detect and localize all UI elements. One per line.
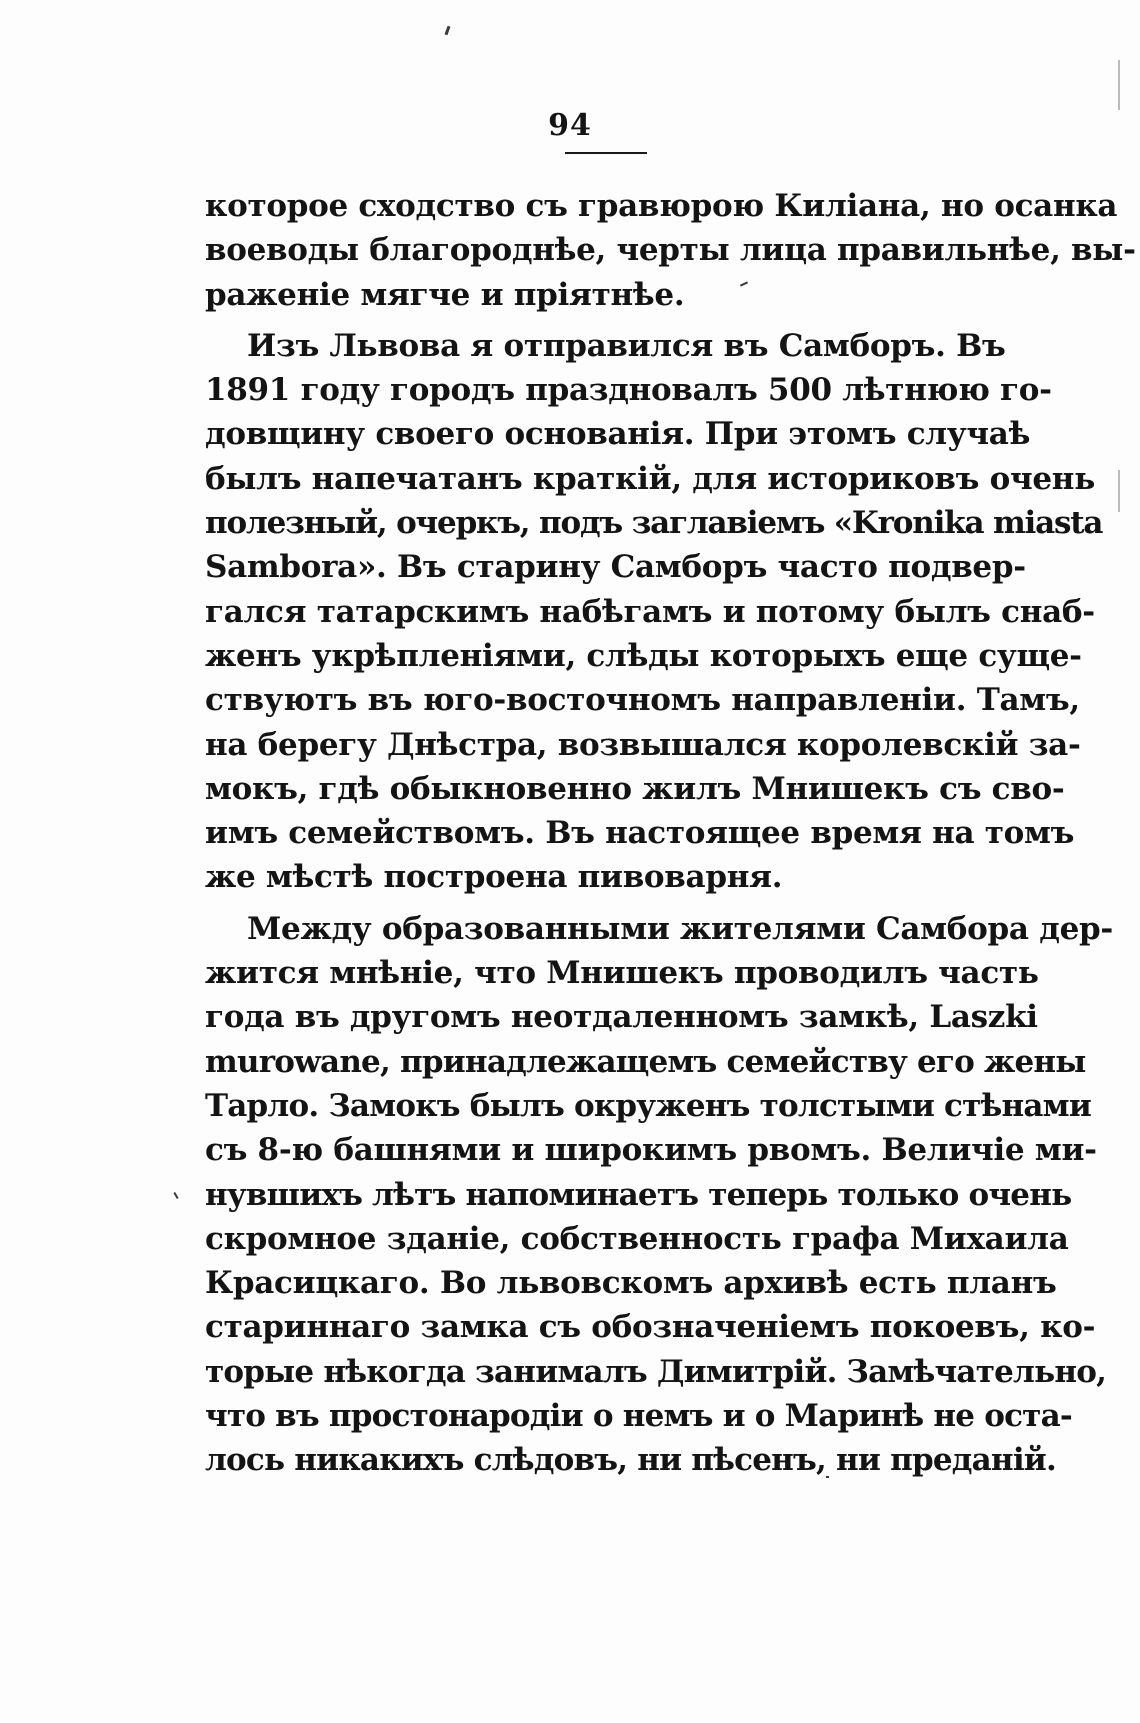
text-line: жится мнѣніе, что Мнишекъ проводилъ часть: [205, 955, 1039, 992]
text-line: Между образованными жителями Самбора дер-: [247, 910, 1113, 947]
text-line: ствуютъ въ юго-восточномъ направленіи. Тамъ,: [205, 682, 1080, 719]
text-line: Изъ Львова я отправился въ Самборъ. Въ: [247, 327, 1006, 364]
text-line: довщину своего основанія. При этомъ случаѣ: [205, 416, 1031, 453]
text-line: Тарло. Замокъ былъ окруженъ толстыми стѣнами: [205, 1087, 1092, 1124]
body-text: [205, 184, 1136, 1490]
scan-speck: [1118, 60, 1120, 110]
scan-speck: [1118, 470, 1120, 512]
text-line: съ 8-ю башнями и широкимъ рвомъ. Величіе ми-: [205, 1132, 1097, 1169]
text-line: которое сходство съ гравюрою Киліана, но осанка: [205, 188, 1118, 224]
paragraph-3: [205, 907, 1113, 1483]
page-number: 94: [548, 108, 592, 143]
page-number-rule: [565, 152, 647, 154]
paragraph-1: [205, 184, 1136, 317]
text-line: нувшихъ лѣтъ напоминаетъ теперь только очень: [205, 1176, 1072, 1213]
text-line: былъ напечатанъ краткій, для историковъ очень: [205, 460, 1095, 497]
text-line: воеводы благороднѣе, черты лица правильнѣе, вы-: [205, 232, 1136, 269]
text-line: лось никакихъ слѣдовъ, ни пѣсенъ, ни преданій.: [205, 1442, 1056, 1479]
text-line: имъ семействомъ. Въ настоящее время на томъ: [205, 815, 1075, 852]
text-line: murowane, принадлежащемъ семейству его жены: [205, 1043, 1086, 1080]
scan-speck: [445, 26, 451, 35]
text-line: Красицкаго. Во львовскомъ архивѣ есть планъ: [205, 1265, 1057, 1302]
text-line: на берегу Днѣстра, возвышался королевскій за-: [205, 726, 1081, 763]
text-line: Sambora». Въ старину Самборъ часто подвер-: [205, 549, 1026, 586]
text-line: полезный, очеркъ, подъ заглавіемъ «Kronika miasta: [205, 505, 1103, 542]
text-line: раженіе мягче и пріятнѣе.: [205, 276, 685, 313]
text-line: стариннаго замка съ обозначеніемъ покоевъ, ко-: [205, 1309, 1096, 1346]
text-line: скромное зданіе, собственность графа Михаила: [205, 1220, 1069, 1257]
text-line: торые нѣкогда занималъ Димитрій. Замѣчательно,: [205, 1353, 1107, 1390]
paragraph-2: [205, 324, 1103, 900]
text-line: женъ укрѣпленіями, слѣды которыхъ еще суще-: [205, 637, 1082, 674]
text-line: 1891 году городъ праздновалъ 500 лѣтнюю го-: [205, 372, 1052, 409]
text-line: же мѣстѣ построена пивоварня.: [205, 859, 783, 896]
text-line: мокъ, гдѣ обыкновенно жилъ Мнишекъ съ сво-: [205, 770, 1065, 807]
text-line: года въ другомъ неотдаленномъ замкѣ, Laszki: [205, 999, 1038, 1036]
scan-speck: [173, 1192, 178, 1199]
text-line: что въ простонародіи о немъ и о Маринѣ не оста-: [205, 1398, 1072, 1435]
text-line: гался татарскимъ набѣгамъ и потому былъ снаб-: [205, 593, 1095, 630]
